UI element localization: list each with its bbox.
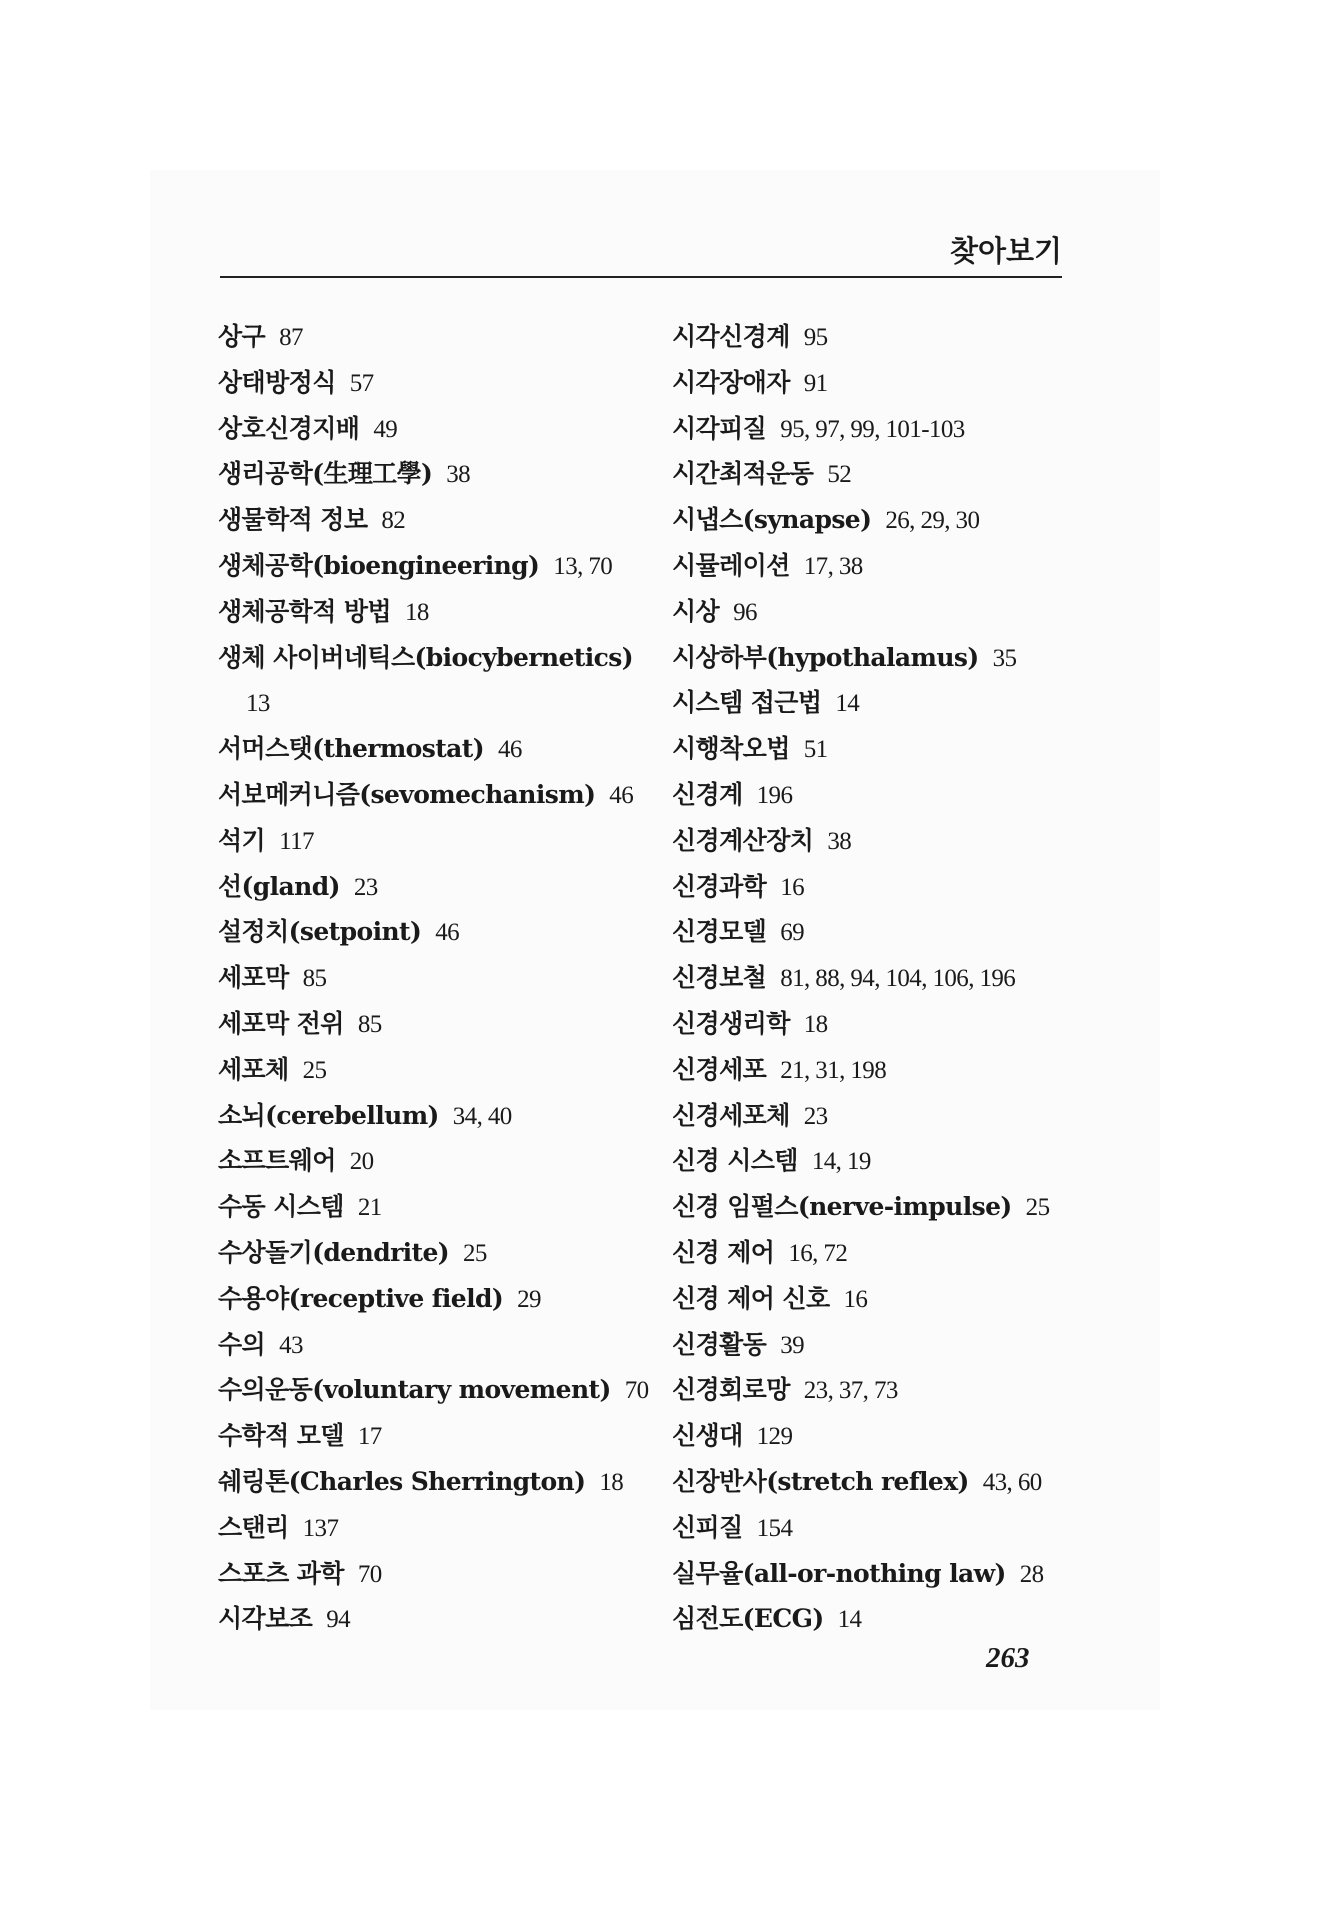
index-term: 시뮬레이션 [672, 550, 790, 580]
index-entry [672, 772, 1072, 818]
index-term: 신경생리학 [672, 1008, 790, 1038]
index-pages: 16, 72 [788, 1239, 848, 1267]
index-pages: 35 [992, 644, 1017, 672]
index-pages: 18 [404, 598, 429, 626]
index-pages: 18 [803, 1010, 828, 1038]
index-entry [218, 360, 648, 406]
index-term: 신경 시스템 [672, 1146, 798, 1176]
index-entry [672, 680, 1072, 726]
index-pages: 46 [435, 919, 460, 947]
index-term: 신경활동 [672, 1329, 767, 1359]
index-term: 신경 제어 신호 [672, 1283, 830, 1313]
index-pages: 85 [302, 965, 327, 993]
index-term: 수상돌기(dendrite) [218, 1237, 450, 1267]
index-term: 시각신경계 [672, 322, 790, 351]
index-entry [672, 543, 1072, 589]
index-entry [672, 1230, 1072, 1276]
index-pages: 23 [353, 873, 378, 901]
index-pages: 82 [381, 507, 406, 535]
index-entry [672, 1367, 1072, 1413]
index-term: 수의 [218, 1329, 266, 1359]
index-pages: 18 [599, 1468, 624, 1496]
index-pages: 17 [357, 1423, 382, 1451]
index-pages: 85 [357, 1010, 382, 1038]
index-column-right [672, 314, 1072, 1642]
index-pages: 25 [463, 1239, 487, 1267]
index-term: 수용야(receptive field) [218, 1283, 504, 1313]
index-term: 생체 사이버네틱스(biocybernetics) [218, 642, 633, 672]
index-pages: 28 [1019, 1560, 1044, 1588]
index-pages: 13 [246, 690, 270, 718]
index-pages: 129 [756, 1423, 793, 1451]
index-pages: 87 [279, 324, 303, 351]
index-entry [672, 635, 1072, 681]
index-term: 신피질 [672, 1512, 743, 1542]
index-term: 설정치(setpoint) [218, 917, 422, 947]
index-term: 신경세포 [672, 1054, 767, 1084]
index-pages: 29 [517, 1285, 541, 1313]
index-pages: 25 [302, 1056, 327, 1084]
index-entry [218, 1367, 648, 1413]
index-entry [218, 818, 648, 864]
index-pages: 14 [837, 1606, 862, 1634]
index-pages: 25 [1025, 1194, 1050, 1222]
index-term: 수동 시스템 [218, 1192, 344, 1222]
index-entry [672, 1276, 1072, 1322]
index-pages: 20 [349, 1148, 374, 1176]
index-term: 스포츠 과학 [218, 1558, 344, 1588]
index-entry [672, 1001, 1072, 1047]
index-entry [218, 680, 648, 726]
index-entry [218, 543, 648, 589]
index-entry [672, 451, 1072, 497]
index-pages: 81, 88, 94, 104, 106, 196 [780, 965, 1016, 993]
index-term: 신경과학 [672, 871, 767, 901]
index-pages: 70 [624, 1377, 649, 1405]
index-entry [218, 864, 648, 910]
index-entry [218, 955, 648, 1001]
index-pages: 117 [279, 827, 314, 855]
index-pages: 95 [803, 324, 828, 351]
index-entry [672, 726, 1072, 772]
index-pages: 70 [357, 1560, 382, 1588]
index-term: 서머스탯(thermostat) [218, 734, 484, 764]
index-pages: 21, 31, 198 [780, 1056, 887, 1084]
index-entry [672, 406, 1072, 452]
index-term: 심전도(ECG) [672, 1604, 824, 1634]
index-term: 상구 [218, 322, 266, 351]
index-column-left [218, 314, 648, 1642]
index-term: 선(gland) [218, 871, 340, 901]
index-term: 신경모델 [672, 917, 767, 947]
index-entry [218, 589, 648, 635]
index-term: 스탠리 [218, 1512, 289, 1542]
index-term: 생체공학적 방법 [218, 596, 391, 626]
index-pages: 46 [609, 781, 634, 809]
index-term: 시간최적운동 [672, 459, 814, 489]
index-entry [218, 1413, 648, 1459]
index-term: 상호신경지배 [218, 413, 360, 443]
index-term: 소뇌(cerebellum) [218, 1100, 439, 1130]
index-entry [218, 314, 648, 360]
index-pages: 23, 37, 73 [803, 1377, 898, 1405]
index-entry [672, 589, 1072, 635]
index-pages: 43, 60 [982, 1468, 1042, 1496]
index-pages: 137 [302, 1514, 339, 1542]
index-term: 세포막 [218, 963, 289, 993]
index-entry [672, 909, 1072, 955]
page-number: 263 [986, 1642, 1030, 1674]
index-pages: 51 [803, 736, 828, 764]
index-entry [672, 1505, 1072, 1551]
index-term: 쉐링톤(Charles Sherrington) [218, 1466, 586, 1496]
index-term: 시각피질 [672, 413, 767, 443]
header-title: 찾아보기 [949, 234, 1062, 268]
index-pages: 26, 29, 30 [885, 507, 980, 535]
index-pages: 91 [803, 369, 828, 397]
index-entry [672, 1459, 1072, 1505]
index-entry [218, 497, 648, 543]
index-term: 서보메커니즘(sevomechanism) [218, 779, 596, 809]
index-entry [672, 360, 1072, 406]
index-entry [218, 1184, 648, 1230]
header-rule [220, 276, 1062, 278]
index-entry [218, 1138, 648, 1184]
index-pages: 39 [780, 1331, 805, 1359]
index-term: 신경계산장치 [672, 825, 814, 855]
index-entry [218, 1001, 648, 1047]
index-term: 세포막 전위 [218, 1008, 344, 1038]
index-pages: 46 [497, 736, 522, 764]
index-entry [218, 406, 648, 452]
index-entry [218, 772, 648, 818]
index-term: 시행착오법 [672, 734, 790, 764]
index-term: 신경보철 [672, 963, 767, 993]
index-entry [218, 451, 648, 497]
index-entry [672, 1093, 1072, 1139]
index-term: 신장반사(stretch reflex) [672, 1466, 969, 1496]
index-entry [218, 1230, 648, 1276]
index-entry [672, 1551, 1072, 1597]
index-term: 수의운동(voluntary movement) [218, 1375, 611, 1405]
index-pages: 38 [827, 827, 852, 855]
index-entry [672, 497, 1072, 543]
index-term: 소프트웨어 [218, 1146, 336, 1176]
index-entry [218, 1596, 648, 1642]
index-term: 시각보조 [218, 1604, 313, 1634]
index-pages: 14 [835, 690, 860, 718]
index-term: 시상하부(hypothalamus) [672, 642, 979, 672]
index-pages: 96 [733, 598, 757, 626]
index-entry [218, 1459, 648, 1505]
index-pages: 49 [373, 415, 398, 443]
index-term: 시스템 접근법 [672, 688, 822, 718]
index-entry [218, 1276, 648, 1322]
index-pages: 52 [827, 461, 852, 489]
index-entry [218, 909, 648, 955]
index-pages: 14, 19 [811, 1148, 871, 1176]
index-pages: 23 [803, 1102, 828, 1130]
index-pages: 38 [446, 461, 471, 489]
index-pages: 94 [326, 1606, 351, 1634]
index-term: 생물학적 정보 [218, 505, 368, 535]
index-entry [218, 1047, 648, 1093]
index-entry [218, 635, 648, 681]
index-entry [672, 314, 1072, 360]
index-term: 생체공학(bioengineering) [218, 550, 540, 580]
index-entry [218, 1322, 648, 1368]
index-entry [672, 1184, 1072, 1230]
index-term: 신경 제어 [672, 1237, 775, 1267]
index-pages: 16 [843, 1285, 868, 1313]
index-term: 석기 [218, 825, 266, 855]
index-pages: 13, 70 [553, 552, 613, 580]
index-entry [672, 955, 1072, 1001]
running-header [220, 228, 1062, 278]
index-term: 시상 [672, 596, 720, 626]
index-term: 신경 임펄스(nerve-impulse) [672, 1192, 1012, 1222]
index-entry [672, 1322, 1072, 1368]
index-entry [218, 1093, 648, 1139]
index-term: 상태방정식 [218, 367, 336, 397]
index-pages: 34, 40 [452, 1102, 512, 1130]
index-entry [672, 1047, 1072, 1093]
index-term: 생리공학(生理工學) [218, 459, 433, 489]
index-entry [672, 1413, 1072, 1459]
index-pages: 95, 97, 99, 101-103 [780, 415, 965, 443]
index-entry [672, 818, 1072, 864]
index-term: 수학적 모델 [218, 1421, 344, 1451]
index-pages: 16 [780, 873, 805, 901]
index-pages: 43 [279, 1331, 303, 1359]
index-entry [218, 1505, 648, 1551]
index-term: 신경계 [672, 779, 743, 809]
index-term: 시냅스(synapse) [672, 505, 872, 535]
index-entry [672, 864, 1072, 910]
index-entry [218, 726, 648, 772]
index-term: 신생대 [672, 1421, 743, 1451]
index-pages: 154 [756, 1514, 793, 1542]
index-term: 세포체 [218, 1054, 289, 1084]
index-term: 신경회로망 [672, 1375, 790, 1405]
index-term: 실무율(all-or-nothing law) [672, 1558, 1006, 1588]
index-pages: 17, 38 [803, 552, 863, 580]
index-pages: 196 [756, 781, 793, 809]
index-entry [672, 1138, 1072, 1184]
index-term: 시각장애자 [672, 367, 790, 397]
index-pages: 21 [357, 1194, 382, 1222]
index-term: 신경세포체 [672, 1100, 790, 1130]
index-entry [218, 1551, 648, 1597]
index-pages: 57 [349, 369, 374, 397]
index-entry [672, 1596, 1072, 1642]
index-pages: 69 [780, 919, 805, 947]
